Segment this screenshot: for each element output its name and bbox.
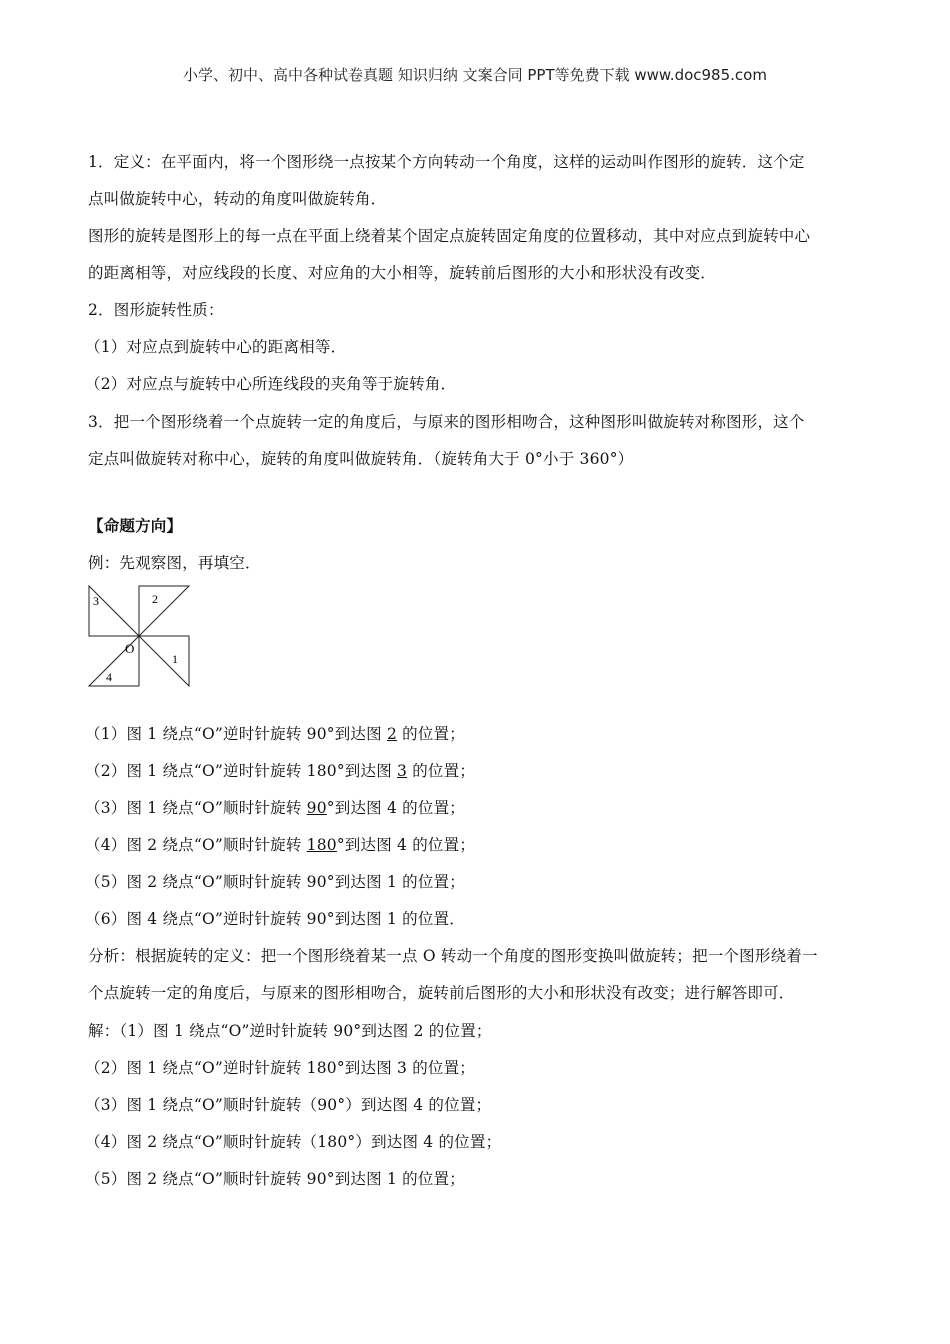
solution-line-1: 解：（1）图 1 绕点“O”逆时针旋转 90°到达图 2 的位置；: [88, 1022, 492, 1040]
answer-4: 180: [306, 836, 337, 854]
definition-line-3: 图形的旋转是图形上的每一点在平面上绕着某个固定点旋转固定角度的位置移动，其中对应点到旋转中心: [88, 227, 811, 245]
definition-line-2: 点叫做旋转中心，转动的角度叫做旋转角．: [88, 190, 387, 208]
label-2: 2: [152, 592, 158, 606]
solution-line-2: （2）图 1 绕点“O”逆时针旋转 180°到达图 3 的位置；: [85, 1059, 476, 1077]
answer-1: 2: [386, 725, 398, 743]
question-6: （6）图 4 绕点“O”逆时针旋转 90°到达图 1 的位置．: [85, 910, 465, 928]
property-2: （2）对应点与旋转中心所连线段的夹角等于旋转角．: [85, 375, 457, 393]
label-3: 3: [93, 594, 99, 608]
question-4: （4）图 2 绕点“O”顺时针旋转 180°到达图 4 的位置；: [85, 836, 476, 854]
answer-3: 90: [306, 799, 327, 817]
example-intro: 例：先观察图，再填空．: [88, 554, 261, 572]
solution-line-3: （3）图 1 绕点“O”顺时针旋转（90°）到达图 4 的位置；: [85, 1096, 492, 1114]
question-5: （5）图 2 绕点“O”顺时针旋转 90°到达图 1 的位置；: [85, 873, 465, 891]
label-1: 1: [172, 652, 178, 666]
label-4: 4: [106, 670, 112, 684]
analysis-line-1: 分析：根据旋转的定义：把一个图形绕着某一点 O 转动一个角度的图形变换叫做旋转；把一个图形绕着一: [88, 947, 818, 965]
question-2: （2）图 1 绕点“O”逆时针旋转 180°到达图 3 的位置；: [85, 762, 476, 780]
definition-line-1: 1．定义：在平面内，将一个图形绕一点按某个方向转动一个角度，这样的运动叫作图形的旋转．这个定: [88, 153, 805, 171]
pinwheel-figure: [88, 585, 190, 687]
shape-1-outline: [139, 636, 189, 686]
question-3: （3）图 1 绕点“O”顺时针旋转 90°到达图 4 的位置；: [85, 799, 465, 817]
properties-title: 2．图形旋转性质：: [88, 301, 224, 319]
symmetry-line-2: 定点叫做旋转对称中心，旋转的角度叫做旋转角．（旋转角大于 0°小于 360°）: [88, 450, 634, 468]
center-label: O: [125, 641, 135, 656]
solution-line-5: （5）图 2 绕点“O”顺时针旋转 90°到达图 1 的位置；: [85, 1170, 465, 1188]
analysis-line-2: 个点旋转一定的角度后，与原来的图形相吻合，旋转前后图形的大小和形状没有改变；进行解答即可．: [88, 984, 795, 1002]
definition-line-4: 的距离相等，对应线段的长度、对应角的大小相等，旋转前后图形的大小和形状没有改变．: [88, 264, 717, 282]
property-1: （1）对应点到旋转中心的距离相等．: [85, 338, 347, 356]
page-header: 小学、初中、高中各种试卷真题 知识归纳 文案合同 PPT等免费下载 www.doc985.com: [183, 66, 767, 84]
solution-line-4: （4）图 2 绕点“O”顺时针旋转（180°）到达图 4 的位置；: [85, 1133, 502, 1151]
question-1: （1）图 1 绕点“O”逆时针旋转 90°到达图 2 的位置；: [85, 725, 465, 743]
section-title: 【命题方向】: [88, 516, 183, 535]
symmetry-line-1: 3．把一个图形绕着一个点旋转一定的角度后，与原来的图形相吻合，这种图形叫做旋转对称图形，这个: [88, 413, 805, 431]
answer-2: 3: [397, 762, 408, 780]
shape-2: [139, 586, 189, 636]
